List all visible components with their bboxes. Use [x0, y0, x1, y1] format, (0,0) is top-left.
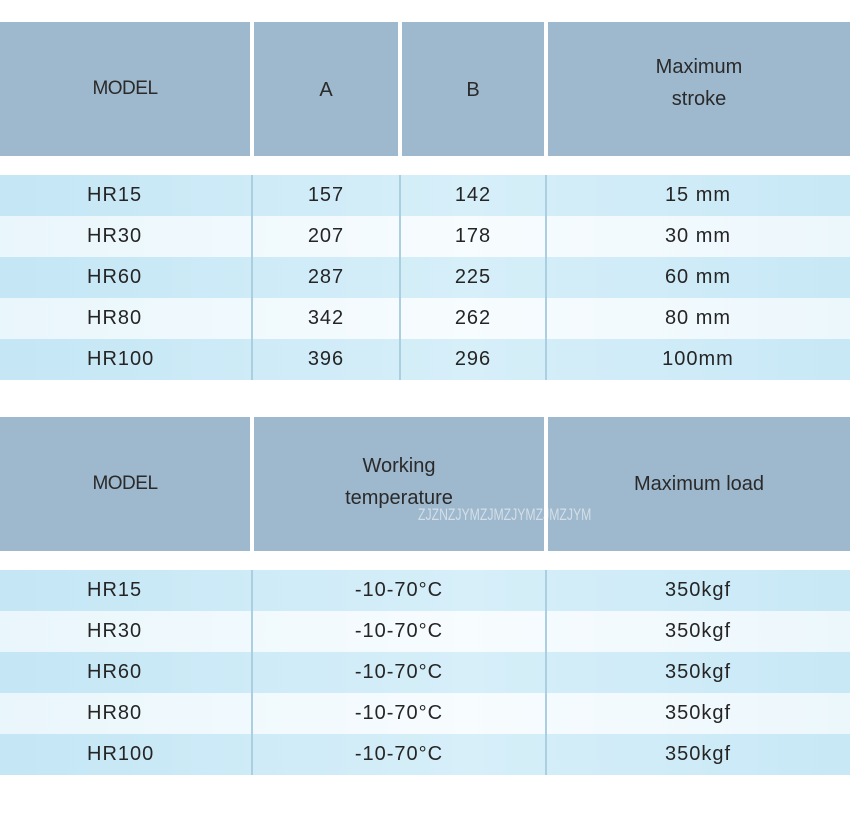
header-a [254, 22, 398, 156]
dimensions-table-header [0, 22, 850, 156]
header-maximum-load [548, 417, 850, 551]
header-b-label: B [466, 79, 480, 101]
cell-b: 225 [454, 266, 492, 288]
cell-model: HR80 [87, 702, 143, 724]
header-a-label: A [319, 79, 333, 101]
table-row [0, 298, 850, 339]
cell-a: 287 [307, 266, 345, 288]
cell-load: 350kgf [664, 661, 732, 683]
watermark: ZJZNZJYMZJMZJYMZJMZJYM [418, 505, 592, 524]
cell-temperature: -10-70°C [354, 661, 444, 683]
cell-a: 342 [307, 307, 345, 329]
cell-model: HR30 [87, 620, 143, 642]
header-working-line1: Working [362, 455, 436, 477]
header-model-2 [0, 417, 250, 551]
cell-model: HR30 [87, 225, 143, 247]
cell-b: 262 [454, 307, 492, 329]
column-divider [251, 570, 253, 775]
header-model-label: MODEL [92, 78, 158, 99]
header-maximum-load-label: Maximum load [633, 473, 765, 495]
cell-model: HR15 [87, 184, 143, 206]
cell-load: 350kgf [664, 620, 732, 642]
column-divider [545, 570, 547, 775]
cell-load: 350kgf [664, 743, 732, 765]
header-stroke-line2: stroke [671, 88, 727, 110]
specs-table-body [0, 570, 850, 775]
cell-model: HR80 [87, 307, 143, 329]
table-row [0, 570, 850, 611]
cell-temperature: -10-70°C [354, 702, 444, 724]
header-b [402, 22, 544, 156]
cell-b: 296 [454, 348, 492, 370]
header-maximum-stroke [548, 22, 850, 156]
dimensions-table-body [0, 175, 850, 380]
cell-load: 350kgf [664, 579, 732, 601]
dimensions-table [0, 22, 850, 380]
header-model [0, 22, 250, 156]
column-divider [399, 175, 401, 380]
cell-load: 350kgf [664, 702, 732, 724]
cell-stroke: 60 mm [664, 266, 732, 288]
cell-a: 157 [307, 184, 345, 206]
cell-b: 142 [454, 184, 492, 206]
cell-temperature: -10-70°C [354, 620, 444, 642]
table-row [0, 652, 850, 693]
cell-stroke: 100mm [662, 348, 734, 370]
cell-stroke: 80 mm [664, 307, 732, 329]
table-row [0, 611, 850, 652]
cell-model: HR100 [87, 348, 155, 370]
header-maximum-line1: Maximum [655, 56, 743, 78]
table-row [0, 734, 850, 775]
header-model-2-label: MODEL [92, 473, 158, 494]
table-row [0, 175, 850, 216]
cell-temperature: -10-70°C [354, 579, 444, 601]
cell-stroke: 30 mm [664, 225, 732, 247]
cell-model: HR15 [87, 579, 143, 601]
header-temperature-line2: temperature [345, 487, 453, 509]
table-row [0, 216, 850, 257]
cell-a: 207 [307, 225, 345, 247]
table-row [0, 339, 850, 380]
cell-a: 396 [307, 348, 345, 370]
cell-model: HR100 [87, 743, 155, 765]
cell-model: HR60 [87, 266, 143, 288]
specs-table [0, 417, 850, 775]
cell-model: HR60 [87, 661, 143, 683]
header-working-temperature [254, 417, 544, 551]
specs-table-header [0, 417, 850, 551]
cell-stroke: 15 mm [664, 184, 732, 206]
table-row [0, 693, 850, 734]
cell-temperature: -10-70°C [354, 743, 444, 765]
column-divider [545, 175, 547, 380]
column-divider [251, 175, 253, 380]
cell-b: 178 [454, 225, 492, 247]
table-row [0, 257, 850, 298]
